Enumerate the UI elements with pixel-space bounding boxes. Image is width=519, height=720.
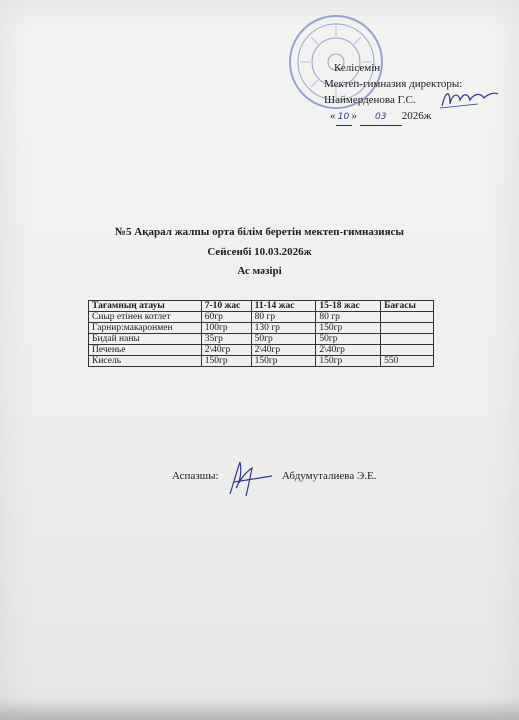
cell-portion: 150гр bbox=[316, 323, 381, 334]
cell-price bbox=[381, 345, 434, 356]
menu-date: Сейсенбі 10.03.2026ж bbox=[207, 246, 312, 258]
cell-portion: 2\40гр bbox=[316, 345, 381, 356]
cell-dish: Бидай наны bbox=[89, 334, 202, 345]
header-age-15-18: 15-18 жас bbox=[316, 301, 381, 312]
cook-signature bbox=[226, 458, 274, 498]
date-open-quote: « bbox=[330, 110, 336, 122]
menu-title: Ас мәзірі bbox=[237, 265, 282, 277]
cell-portion: 50гр bbox=[316, 334, 381, 345]
date-close-quote: » bbox=[351, 110, 357, 122]
cell-portion: 2\40гр bbox=[251, 345, 316, 356]
table-header-row bbox=[89, 301, 434, 312]
table-row bbox=[89, 323, 434, 334]
date-day: 10 bbox=[336, 109, 352, 126]
cell-portion: 130 гр bbox=[251, 323, 316, 334]
school-title: №5 Ақарал жалпы орта білім беретін мектеп-гимназиясы bbox=[114, 226, 405, 238]
director-signature bbox=[438, 86, 500, 112]
cell-portion: 150гр bbox=[251, 356, 316, 367]
cell-portion: 150гр bbox=[316, 356, 381, 367]
page-bottom-shadow bbox=[0, 698, 519, 720]
cell-dish: Сиыр етінен котлет bbox=[89, 312, 202, 323]
cell-dish: Гарнир:макаронмен bbox=[89, 323, 202, 334]
cell-price bbox=[381, 312, 434, 323]
table-row bbox=[89, 312, 434, 323]
header-age-11-14: 11-14 жас bbox=[251, 301, 316, 312]
cook-name: Абдумуталиева Э.Е. bbox=[282, 470, 377, 482]
date-year: 2026ж bbox=[401, 110, 432, 122]
cell-portion: 35гр bbox=[201, 334, 251, 345]
cell-portion: 60гр bbox=[201, 312, 251, 323]
approval-heading: Келісемін bbox=[334, 62, 381, 74]
header-age-7-10: 7-10 жас bbox=[201, 301, 251, 312]
table-row bbox=[89, 345, 434, 356]
cell-portion: 80 гр bbox=[316, 312, 381, 323]
table-row bbox=[89, 356, 434, 367]
cook-label: Аспазшы: bbox=[172, 470, 219, 482]
header-dish: Тағамның атауы bbox=[89, 301, 202, 312]
menu-table bbox=[88, 300, 434, 367]
cell-portion: 100гр bbox=[201, 323, 251, 334]
cell-price bbox=[381, 334, 434, 345]
header-price: Бағасы bbox=[381, 301, 434, 312]
cell-portion: 150гр bbox=[201, 356, 251, 367]
director-name: Шаймерденова Г.С. bbox=[324, 94, 416, 106]
cell-portion: 80 гр bbox=[251, 312, 316, 323]
date-month: 03 bbox=[360, 109, 402, 126]
director-position: Мектеп-гимназия директоры: bbox=[324, 78, 463, 90]
table-row bbox=[89, 334, 434, 345]
cell-price: 550 bbox=[381, 356, 434, 367]
cell-dish: Печенье bbox=[89, 345, 202, 356]
cell-price bbox=[381, 323, 434, 334]
cell-portion: 50гр bbox=[251, 334, 316, 345]
cook-line bbox=[172, 470, 377, 482]
cell-dish: Кисель bbox=[89, 356, 202, 367]
cell-portion: 2\40гр bbox=[201, 345, 251, 356]
